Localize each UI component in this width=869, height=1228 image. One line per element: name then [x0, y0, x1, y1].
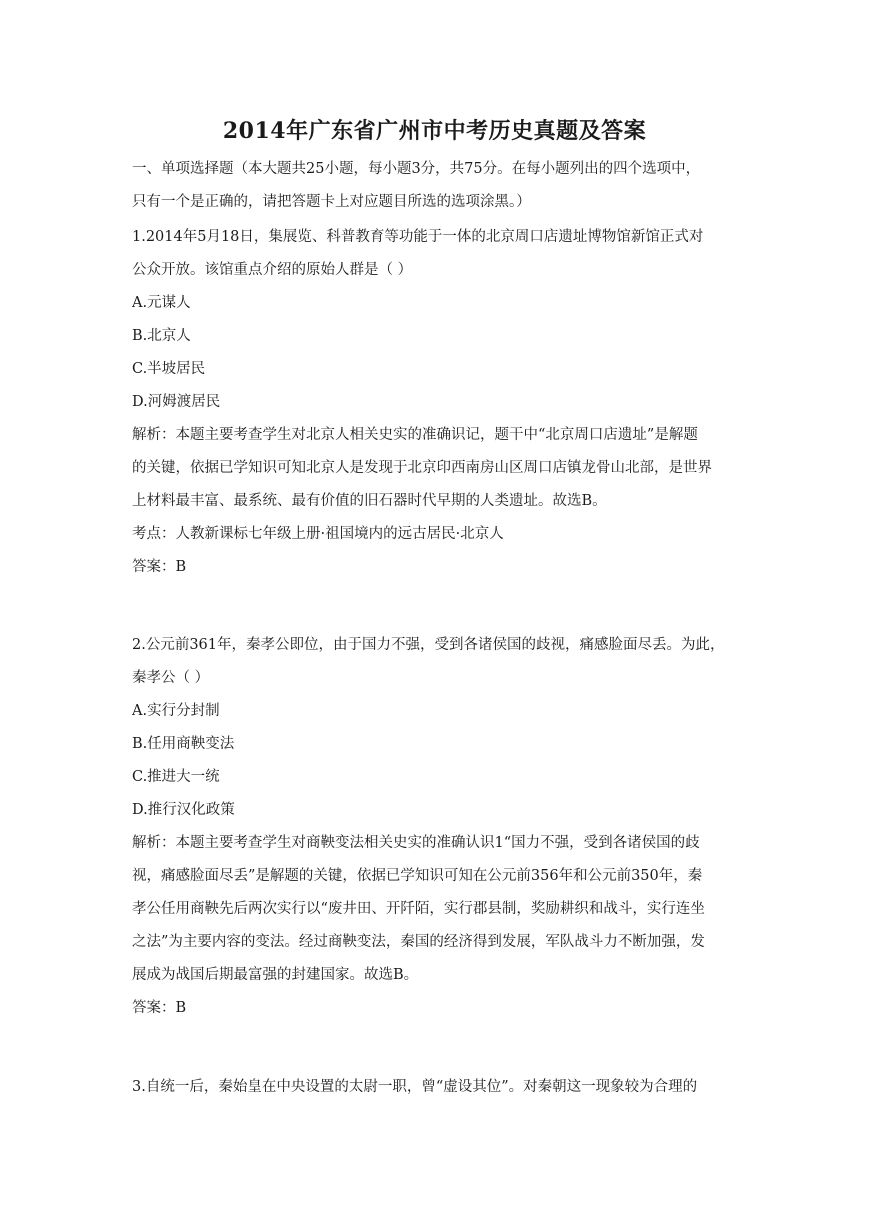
answer-text: 答案：B	[132, 1000, 187, 1016]
option-b: B.任用商鞅变法	[132, 736, 235, 752]
analysis-text: 之法”为主要内容的变法。经过商鞅变法，秦国的经济得到发展，军队战斗力不断加强，发	[132, 934, 705, 950]
question-stem: 公众开放。该馆重点介绍的原始人群是（ ）	[132, 262, 413, 278]
option-d: D.推行汉化政策	[132, 802, 235, 818]
question-stem: 1.2014年5月18日，集展览、科普教育等功能于一体的北京周口店遗址博物馆新馆正式对	[132, 229, 704, 245]
analysis-text: 解析：本题主要考查学生对北京人相关史实的准确识记，题干中“北京周口店遗址”是解题	[132, 427, 698, 443]
question-1	[132, 221, 744, 584]
question-stem: 秦孝公（ ）	[132, 670, 210, 686]
analysis-text: 的关键，依据已学知识可知北京人是发现于北京印西南房山区周口店镇龙骨山北部，是世界	[132, 460, 712, 476]
analysis-text: 视，痛感脸面尽丢”是解题的关键，依据已学知识可知在公元前356年和公元前350年，秦	[132, 868, 703, 884]
question-3	[132, 1071, 744, 1104]
option-b: B.北京人	[132, 328, 191, 344]
option-a: A.元谋人	[132, 295, 191, 311]
page-title: 2014年广东省广州市中考历史真题及答案	[222, 118, 647, 144]
option-c: C.推进大一统	[132, 769, 220, 785]
kaodian-text: 考点：人教新课标七年级上册·祖国境内的远古居民·北京人	[132, 526, 504, 542]
option-d: D.河姆渡居民	[132, 394, 221, 410]
analysis-text: 解析：本题主要考查学生对商鞅变法相关史实的准确认识1“国力不强，受到各诸侯国的歧	[132, 835, 700, 851]
option-a: A.实行分封制	[132, 703, 220, 719]
section-intro-line: 一、单项选择题（本大题共25小题，每小题3分，共75分。在每小题列出的四个选项中，	[132, 161, 701, 177]
question-2	[132, 629, 744, 1025]
section-intro	[132, 153, 744, 219]
analysis-text: 展成为战国后期最富强的封建国家。故选B。	[132, 967, 419, 983]
analysis-text: 孝公任用商鞅先后两次实行以“废井田、开阡陌，实行郡县制，奖励耕织和战斗，实行连坐	[132, 901, 705, 917]
analysis-text: 上材料最丰富、最系统、最有价值的旧石器时代早期的人类遗址。故选B。	[132, 493, 607, 509]
section-intro-line: 只有一个是正确的，请把答题卡上对应题目所选的选项涂黑。）	[132, 194, 531, 210]
question-stem: 2.公元前361年，秦孝公即位，由于国力不强，受到各诸侯国的歧视，痛感脸面尽丢。为此，	[132, 637, 725, 653]
question-stem: 3.自统一后，秦始皇在中央设置的太尉一职，曾“虚设其位”。对秦朝这一现象较为合理的	[132, 1079, 698, 1095]
answer-text: 答案：B	[132, 559, 187, 575]
option-c: C.半坡居民	[132, 361, 206, 377]
